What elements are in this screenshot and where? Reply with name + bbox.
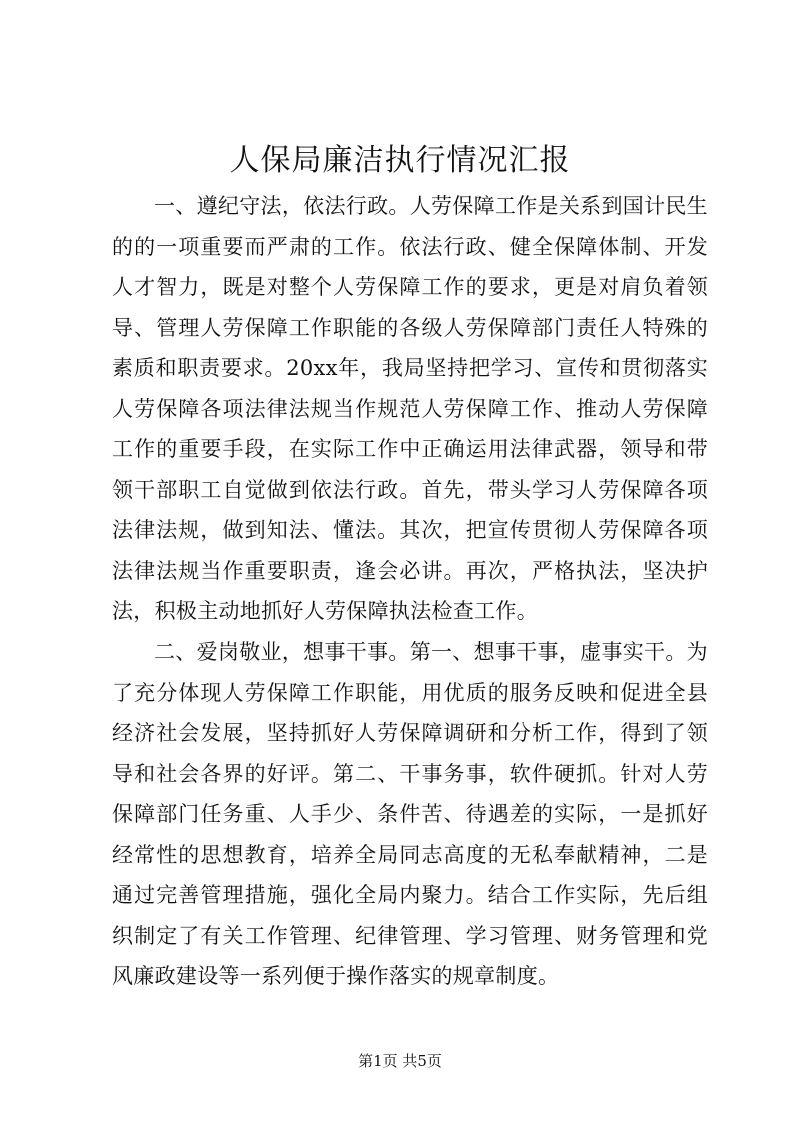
document-title: 人保局廉洁执行情况汇报 [229,143,571,178]
page-number: 第1页 共5页 [358,1052,442,1070]
paragraph-1: 一、遵纪守法，依法行政。人劳保障工作是关系到国计民生的的一项重要而严肃的工作。依法行政、健全保障体制、开发人才智力，既是对整个人劳保障工作的要求，更是对肩负着领导、管理人劳保障工作职能的各级人劳保障部门责任人特殊的素质和职责要求。20xx年，我局坚持把学习、宣传和贯彻落实人劳保障各项法律法规当作规范人劳保障工作、推动人劳保障工作的重要手段，在实际工作中正确运用法律武器，领导和带领干部职工自觉做到依法行政。首先，带头学习人劳保障各项法律法规，做到知法、懂法。其次，把宣传贯彻人劳保障各项法律法规当作重要职责，逢会必讲。再次，严格执法，坚决护法，积极主动地抓好人劳保障执法检查工作。 [112,194,708,623]
paragraph-2: 二、爱岗敬业，想事干事。第一、想事干事，虚事实干。为了充分体现人劳保障工作职能，用优质的服务反映和促进全县经济社会发展，坚持抓好人劳保障调研和分析工作，得到了领导和社会各界的好评。第二、干事务事，软件硬抓。针对人劳保障部门任务重、人手少、条件苦、待遇差的实际，一是抓好经常性的思想教育，培养全局同志高度的无私奉献精神，二是通过完善管理措施，强化全局内聚力。结合工作实际，先后组织制定了有关工作管理、纪律管理、学习管理、财务管理和党风廉政建设等一系列便于操作落实的规章制度。 [112,640,708,988]
